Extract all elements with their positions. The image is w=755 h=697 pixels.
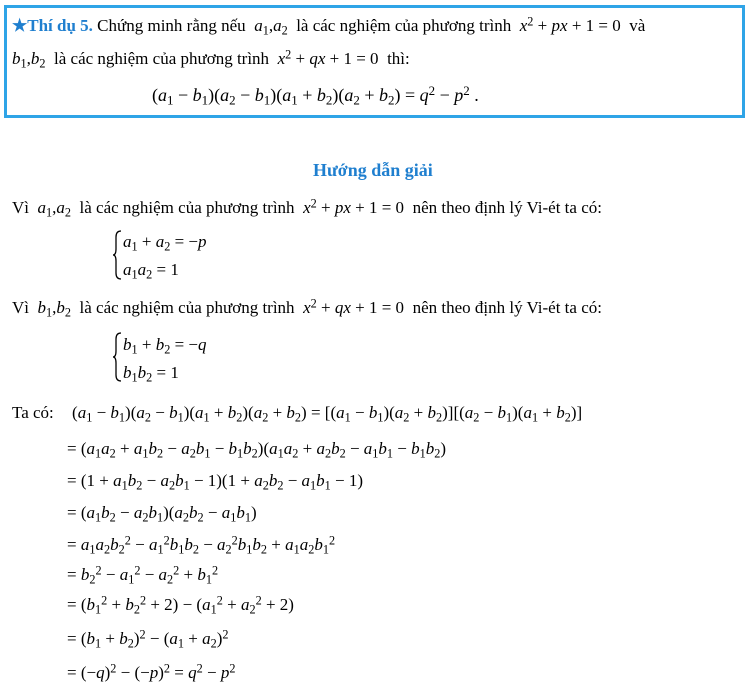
viet1-end: nên theo định lý Vi-ét ta có: xyxy=(412,198,602,217)
problem-text-2: là các nghiệm của phương trình xyxy=(296,16,512,35)
sys2-eq2: $b_1b_2 = 1$ xyxy=(123,363,179,385)
math-eq-q: $x^2$ + qx + 1 = 0 xyxy=(277,47,383,68)
solution-heading: Hướng dẫn giải xyxy=(313,160,433,180)
sys2-eq1: $b_1 + b_2 = -q$ xyxy=(123,335,207,357)
problem-text-5: thì: xyxy=(387,49,410,68)
math-a1a2: $a_1,a_2$ xyxy=(254,16,288,38)
derivation-line-2: = $(1 + a_1b_2 - a_2b_1 - 1)(1 + a_2b_2 - a_1b_1 - 1)$ xyxy=(67,471,364,493)
math-b1b2: $b_1,b_2$ xyxy=(12,49,46,71)
viet2-mid: là các nghiệm của phương trình xyxy=(79,298,295,317)
taco-label: Ta có: xyxy=(12,403,54,422)
viet-line-2 xyxy=(12,296,602,320)
problem-text-1: Chứng minh rằng nếu xyxy=(97,16,246,35)
math-eq-q-2: $x^2$ + qx + 1 = 0 xyxy=(303,296,409,317)
math-eq-p-2: $x^2$ + px + 1 = 0 xyxy=(303,196,409,217)
problem-identity: $(a_1 - b_1)(a_2 - b_1)(a_1 + b_2)(a_2 + b_2) = q^2 - p^2$ . xyxy=(152,83,479,108)
math-b1b2-2: $b_1,b_2$ xyxy=(37,298,71,320)
derivation-line-1: = $(a_1a_2 + a_1b_2 - a_2b_1 - b_1b_2)(a_1a_2 + a_2b_2 - a_1b_1 - b_1b_2)$ xyxy=(67,439,447,461)
viet-line-1 xyxy=(12,196,602,220)
derivation-line-8: = $(-q)^2 - (-p)^2 = q^2 - p^2$ xyxy=(67,661,236,682)
derivation-line-6: = $(b_1^2 + b_2^2 + 2) - (a_1^2 + a_2^2 + 2)$ xyxy=(67,593,294,617)
derivation-line-0 xyxy=(12,403,583,425)
derivation-line-7: = $(b_1 + b_2)^2 - (a_1 + a_2)^2$ xyxy=(67,627,229,651)
derivation-expr-0: $(a_1 - b_1)(a_2 - b_1)(a_1 + b_2)(a_2 + b_2) = [(a_1 - b_1)(a_2 + b_2)][(a_2 - b_1)(a_1 + b_2)]$ xyxy=(72,403,583,425)
brace-2 xyxy=(113,331,123,383)
derivation-line-3: = $(a_1b_2 - a_2b_1)(a_2b_2 - a_1b_1)$ xyxy=(67,503,257,525)
viet2-end: nên theo định lý Vi-ét ta có: xyxy=(412,298,602,317)
math-eq-p: $x^2$ + px + 1 = 0 xyxy=(519,14,625,35)
viet1-start: Vì xyxy=(12,198,29,217)
viet1-mid: là các nghiệm của phương trình xyxy=(79,198,295,217)
problem-line-1 xyxy=(12,14,646,38)
problem-line-2 xyxy=(12,47,410,71)
sys1-eq1: $a_1 + a_2 = -p$ xyxy=(123,232,207,254)
problem-text-4: là các nghiệm của phương trình xyxy=(54,49,270,68)
math-a1a2-2: $a_1,a_2$ xyxy=(37,198,71,220)
derivation-line-4: = $a_1a_2b_2^2 - a_1^2b_1b_2 - a_2^2b_1b_2 + a_1a_2b_1^2$ xyxy=(67,533,336,557)
problem-text-3: và xyxy=(629,16,646,35)
problem-label: ★Thí dụ 5. xyxy=(12,16,93,35)
derivation-line-5: = $b_2^2 - a_1^2 - a_2^2 + b_1^2$ xyxy=(67,563,219,587)
viet2-start: Vì xyxy=(12,298,29,317)
sys1-eq2: $a_1a_2 = 1$ xyxy=(123,260,179,282)
brace-1 xyxy=(113,229,123,281)
